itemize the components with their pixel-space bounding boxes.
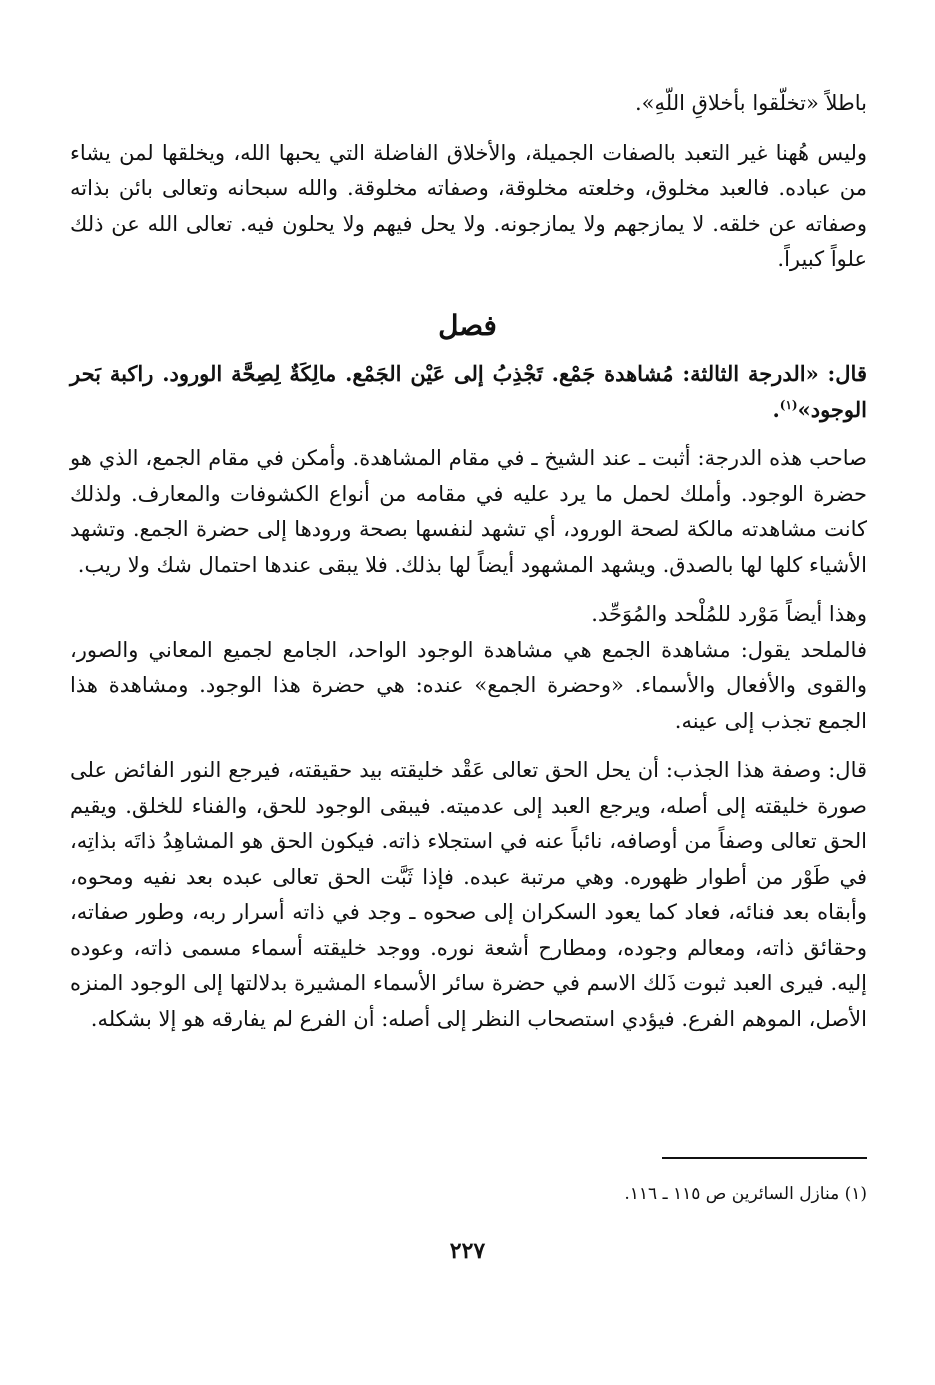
section-heading: فصل: [438, 309, 497, 342]
footnote-divider: [662, 1157, 867, 1159]
intro-block: [70, 86, 867, 278]
intro-paragraph: وليس هُهنا غير التعبد بالصفات الجميلة، والأخلاق الفاضلة التي يحبها الله، ويخلقها لمن يشاء من عباده. فالعبد مخلوق، وخلعته مخلوقة، وصفاته مخلوقة. والله سبحانه وتعالى بائن بذاته وصفاته عن خلقه. لا يمازجهم ولا يمازجونه. ولا يحل فيهم ولا يحلون فيه. تعالى الله عن ذلك علواً كبيراً.: [70, 140, 867, 271]
paragraph-3: فالملحد يقول: مشاهدة الجمع هي مشاهدة الوجود الواحد، الجامع لجميع المعاني والصور، والقوى والأفعال والأسماء. «وحضرة الجمع» عنده: هي حضرة هذا الوجود. ومشاهدة هذا الجمع تجذب إلى عينه.: [70, 637, 867, 733]
footnote-marker: (١): [779, 397, 798, 412]
intro-line: باطلاً «تخلّقوا بأخلاقِ اللّهِ».: [634, 91, 867, 115]
paragraph-4: قال: وصفة هذا الجذب: أن يحل الحق تعالى عَقْد خليقته بيد حقيقته، فيرجع النور الفائض على صورة خليقته إلى أصله، ويرجع العبد إلى عدميته. فيبقى الوجود للحق، والفناء للخلق. ويقيم الحق تعالى وصفاً من أوصافه، نائباً عنه في استجلاء ذاته. فيكون الحق هو المشاهِدُ ذاتَه بذاتِه، في طَوْر من أطوار ظهوره. وهي مرتبة عبده. فإذا ثَبَّت الحق تعالى عبده بعد نفيه ومحوه، وأبقاه بعد فنائه، فعاد كما يعود السكران إلى صحوه ـ وجد في ذاته أسرار ربه، وطور صفاته، وحقائق ذاته، ومعالم وجوده، ومطارح أشعة نوره. ووجد خليقته أسماء مسمى ذاته، وعوده إليه. فيرى العبد ثبوت ذَلك الاسم في حضرة سائر الأسماء المشيرة بدلالتها إلى الوجود المنزه الأصل، الموهم الفرع. فيؤدي استصحاب النظر إلى أصله: أن الفرع لم يفارقه هو إلا بشكله.: [70, 758, 867, 1031]
quote-end: .: [772, 396, 780, 422]
paragraph-2: وهذا أيضاً مَوْرد للمُلْحد والمُوَحِّد.: [591, 602, 867, 626]
section-body: [70, 356, 867, 1037]
quote-text: قال: «الدرجة الثالثة: مُشاهدة جَمْع. تَجْذِبُ إلى عَيْن الجَمْع. مالِكَةٌ لِصِحَّة الورود. راكبة بَحر الوجود»: [70, 361, 867, 422]
page-number: ٢٢٧: [449, 1238, 486, 1264]
footnote: (١) منازل السائرين ص ١١٥ ـ ١١٦.: [624, 1184, 867, 1204]
quote-paragraph: [70, 356, 867, 427]
paragraph-1: صاحب هذه الدرجة: أثبت ـ عند الشيخ ـ في مقام المشاهدة. وأمكن في مقام الجمع، الذي هو حضرة الوجود. وأملك لحمل ما يرد عليه في مقامه من أنواع الكشوفات والمعارف. ولذلك كانت مشاهدته مالكة لصحة الورود، أي تشهد لنفسها بصحة ورودها إلى حضرة الجمع. وتشهد الأشياء كلها لها بالصدق. ويشهد المشهود أيضاً لها بذلك. فلا يبقى عندها احتمال شك ولا ريب.: [70, 446, 867, 577]
